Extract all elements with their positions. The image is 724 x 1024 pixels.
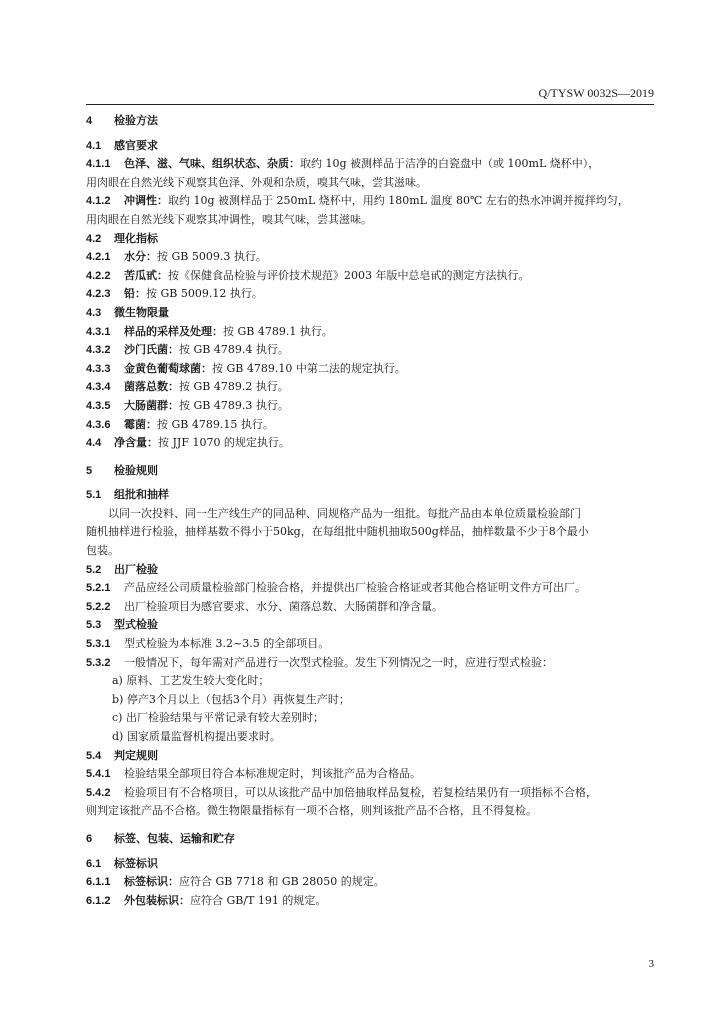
clause-4-2-1: 4.2.1 水分：按 GB 5009.3 执行。 [86,250,267,264]
clause-4-3-3: 4.3.3 金黄色葡萄球菌：按 GB 4789.10 中第二法的规定执行。 [86,361,406,375]
clause-4-3-6: 4.3.6 霉菌：按 GB 4789.15 执行。 [86,417,274,431]
list-item: c) 出厂检验结果与平常记录有较大差别时； [112,711,324,725]
clause-5-4-2: 5.4.2 检验项目有不合格项目，可以从该批产品中加倍抽取样品复检，若复检结果仍有一项指标不合格， 则判定该批产品不合格。微生物限量指标有一项不合格，则判该批产品不合格，且不得复检。 [86,785,597,818]
clause-4-3-4: 4.3.4 菌落总数：按 GB 4789.2 执行。 [86,380,289,394]
clause-4-1-2: 4.1.2 冲调性：取约 10g 被测样品于 250mL 烧杯中，用约 180mL 温度 80℃ 左右的热水冲调并搅拌均匀， 用肉眼在自然光线下观察其冲调性，嗅其气味，尝其滋味。 [86,194,629,226]
section-5-2-heading: 5.2 出厂检验 [86,562,158,576]
section-4-heading: 4 检验方法 [86,114,158,127]
clause-4-2-2: 4.2.2 苦瓜甙：按《保健食品检验与评价技术规范》2003 年版中总皂甙的测定方法执行。 [86,268,530,282]
clause-6-1-2: 6.1.2 外包装标识：应符合 GB/T 191 的规定。 [86,893,327,907]
section-4-3-heading: 4.3 微生物限量 [86,305,169,319]
list-item: d) 国家质量监督机构提出要求时。 [112,730,281,743]
section-5-3-heading: 5.3 型式检验 [86,618,158,632]
clause-4-4: 4.4 净含量：按 JJF 1070 的规定执行。 [86,436,290,450]
section-5-1-heading: 5.1 组批和抽样 [86,488,169,502]
section-5-heading: 5 检验规则 [86,463,158,477]
clause-5-3-2: 5.3.2 一般情况下，每年需对产品进行一次型式检验。发生下列情况之一时，应进行型式检验： [86,655,553,669]
header-rule [86,104,654,105]
page-number: 3 [648,958,654,970]
clause-5-2-2: 5.2.2 出厂检验项目为感官要求、水分、菌落总数、大肠菌群和净含量。 [86,599,443,613]
document-body [86,112,656,910]
section-4-2-heading: 4.2 理化指标 [86,231,158,245]
section-5-4-heading: 5.4 判定规则 [86,748,158,762]
clause-5-2-1: 5.2.1 产品应经公司质量检验部门检验合格，并提供出厂检验合格证或者其他合格证明文件方可出厂。 [86,581,586,595]
clause-4-3-1: 4.3.1 样品的采样及处理：按 GB 4789.1 执行。 [86,324,333,338]
clause-5-4-1: 5.4.1 检验结果全部项目符合本标准规定时，判该批产品为合格品。 [86,767,421,781]
list-item: a) 原料、工艺发生较大变化时； [112,674,270,688]
clause-5-1-text: 以同一次投料、同一生产线生产的同品种、同规格产品为一组批。每批产品由本单位质量检验部门 随机抽样进行检验，抽样基数不得小于50kg，在每组批中随机抽取500g样品，抽样数量不少于8个最小 包装。 [86,506,589,558]
section-6-1-heading: 6.1 标签标识 [86,856,158,870]
document-code: Q/TYSW 0032S—2019 [538,86,654,100]
section-4-1-heading: 4.1 感官要求 [86,138,158,152]
section-6-heading: 6 标签、包装、运输和贮存 [86,831,235,845]
list-item: b) 停产3个月以上（包括3个月）再恢复生产时； [112,692,350,706]
clause-4-2-3: 4.2.3 铅：按 GB 5009.12 执行。 [86,287,263,301]
clause-6-1-1: 6.1.1 标签标识：应符合 GB 7718 和 GB 28050 的规定。 [86,875,385,889]
clause-4-1-1: 4.1.1 色泽、滋、气味、组织状态、杂质：取约 10g 被测样品于洁净的白瓷盘中（或 100mL 烧杯中）， 用肉眼在自然光线下观察其色泽、外观和杂质，嗅其气味，尝其滋味。 [86,157,600,189]
clause-4-3-5: 4.3.5 大肠菌群：按 GB 4789.3 执行。 [86,398,289,412]
clause-5-3-1: 5.3.1 型式检验为本标准 3.2~3.5 的全部项目。 [86,637,330,651]
clause-4-3-2: 4.3.2 沙门氏菌：按 GB 4789.4 执行。 [86,343,289,357]
